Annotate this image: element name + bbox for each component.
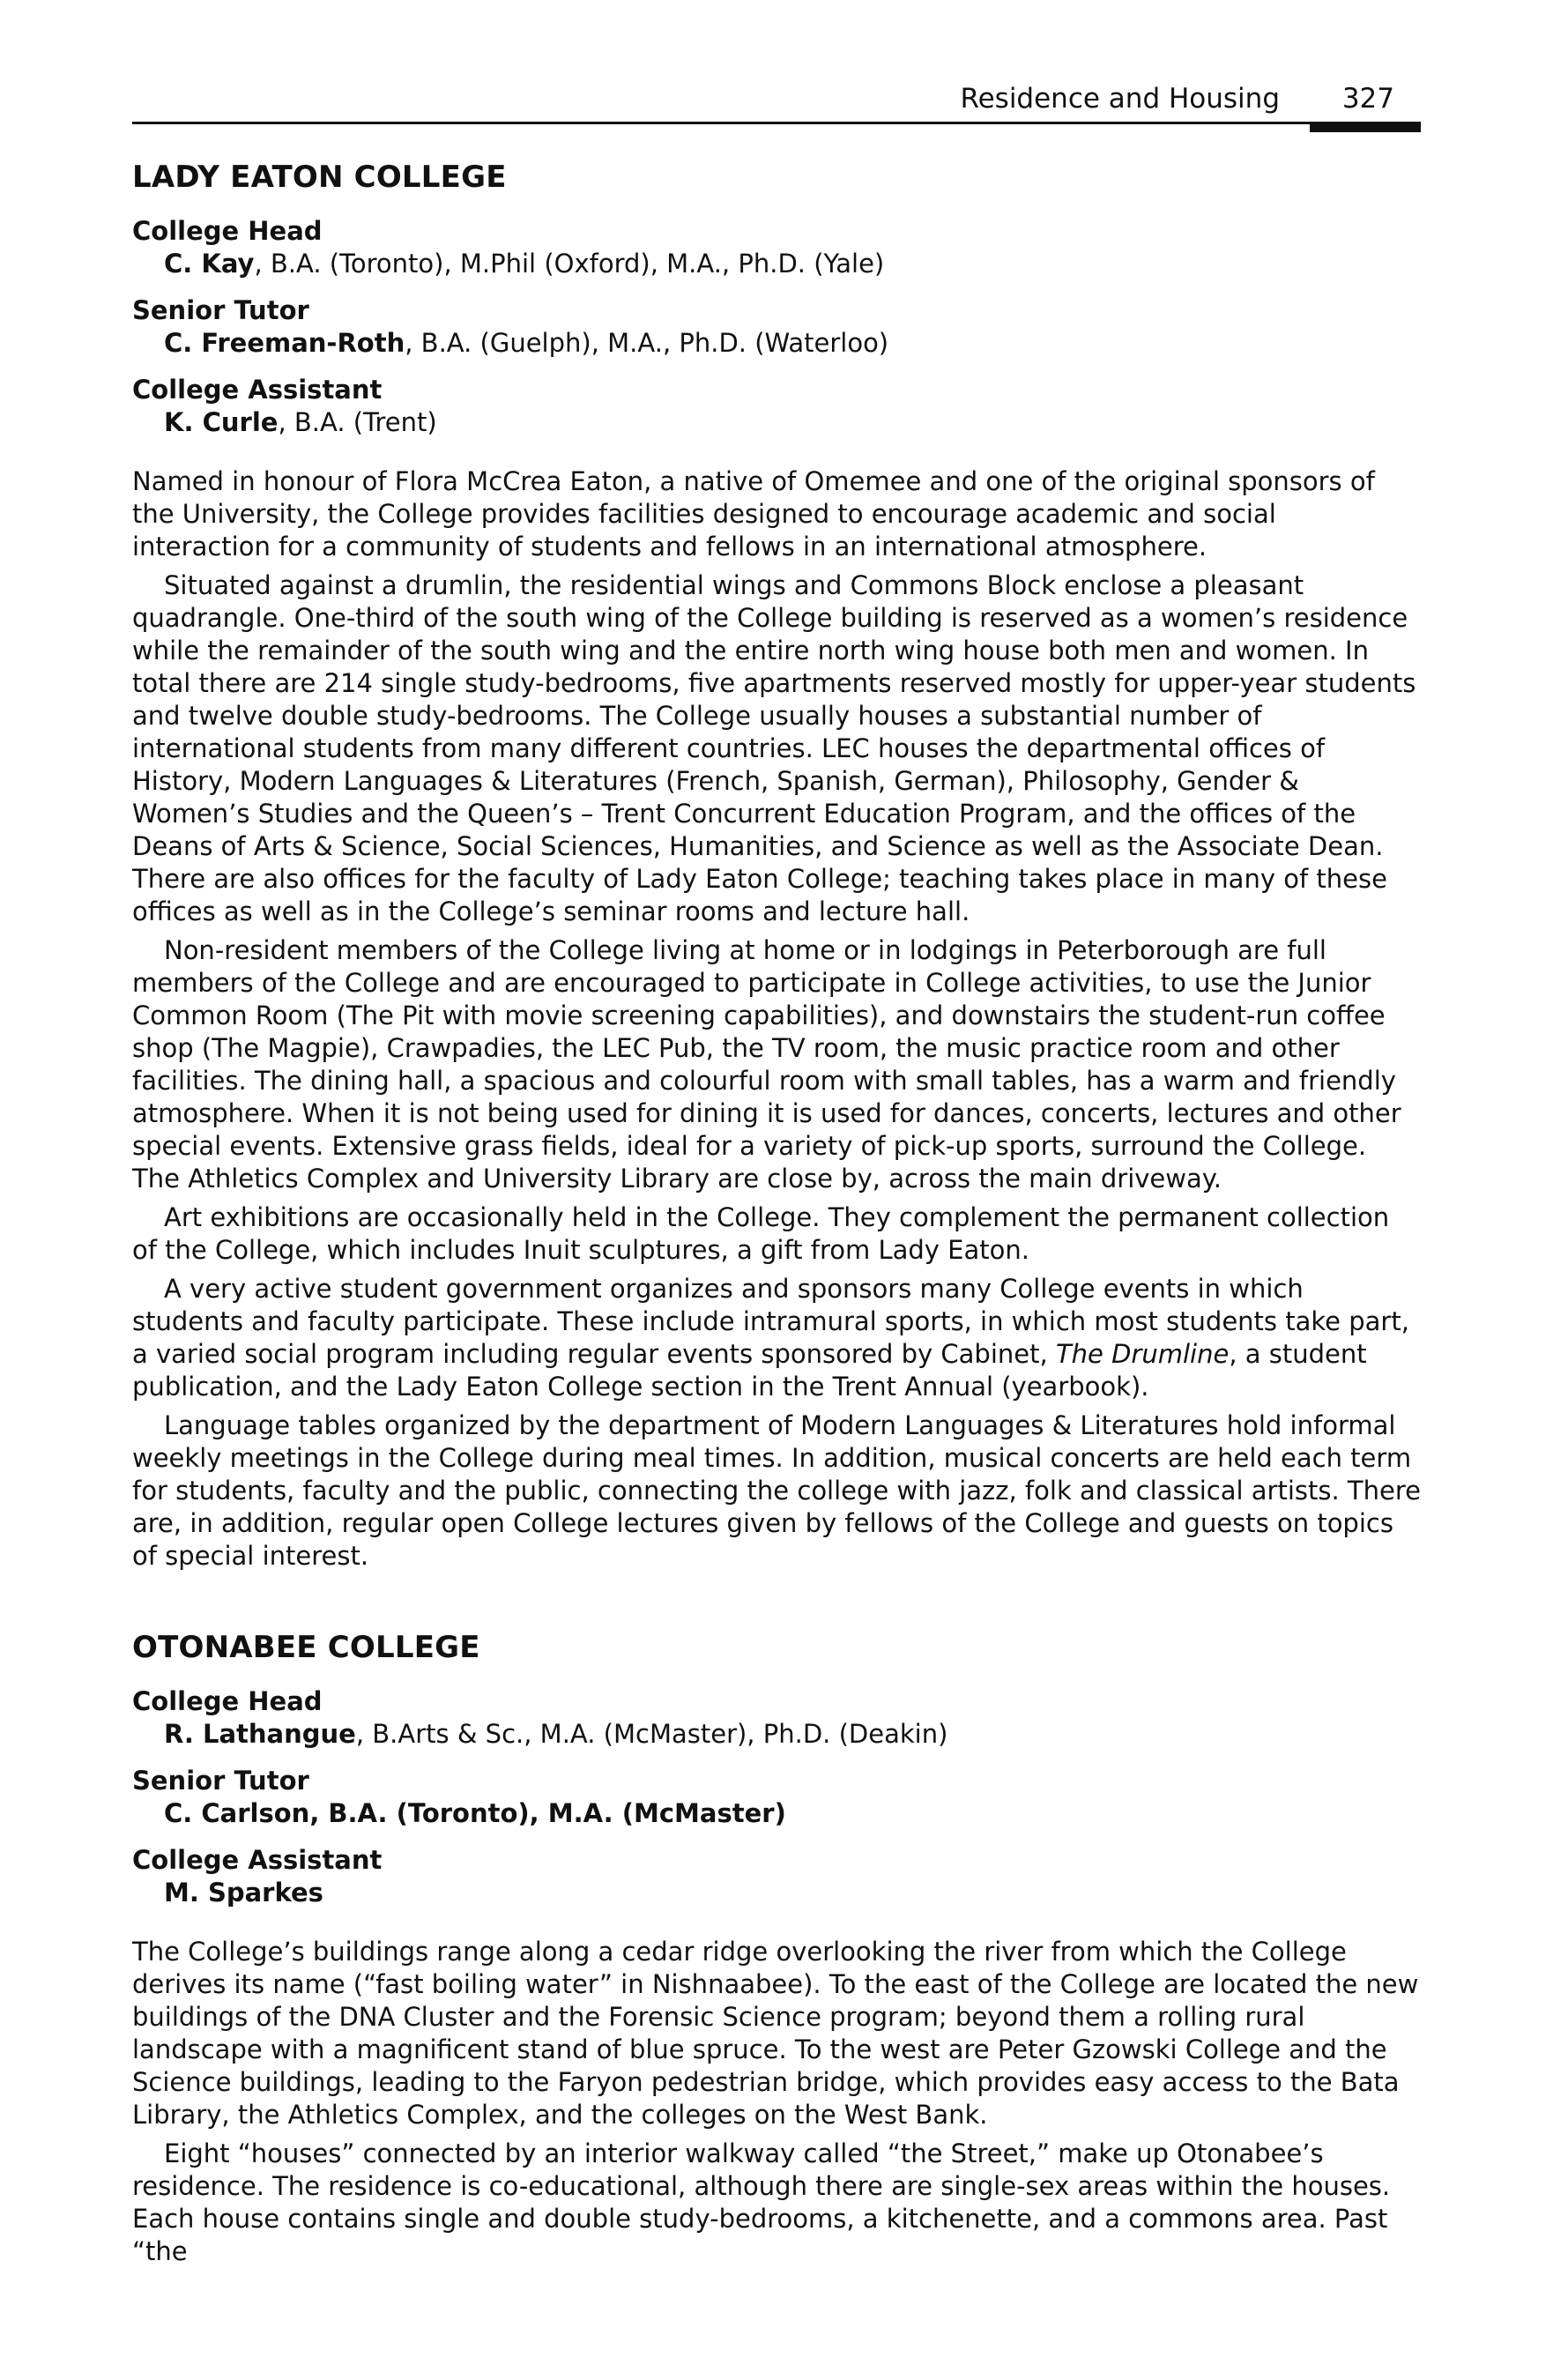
staff-credentials: , B.A. (Trent) [278,407,437,437]
document-page [132,0,1421,2380]
section-body [132,1936,1421,2268]
header-thumb-tab [1310,122,1421,132]
staff-person [132,1718,1421,1751]
staff-list [132,215,1421,439]
staff-entry [132,1685,1421,1751]
page-number: 327 [1341,83,1394,115]
staff-name: C. Freeman-Roth [164,328,405,358]
staff-entry [132,374,1421,439]
body-paragraph: Eight “houses” connected by an interior walkway called “the Street,” make up Otonabee’s residence. The residence is co-educational, although there are single-sex areas within the houses. Each house contains single and double study-bedrooms, a kitchenette, and a commons area. Past “the [132,2138,1391,2266]
staff-credentials: , B.A. (Toronto), M.Phil (Oxford), M.A., Ph.D. (Yale) [254,249,885,279]
header-section-title: Residence and Housing [960,83,1280,115]
staff-role: College Head [132,1686,323,1716]
staff-role: College Assistant [132,375,383,405]
staff-role: Senior Tutor [132,1766,309,1796]
staff-role: College Head [132,216,323,246]
section-heading: OTONABEE COLLEGE [132,1630,480,1665]
otonabee-section [132,1627,1421,2274]
staff-credentials: , B.Arts & Sc., M.A. (McMaster), Ph.D. (Deakin) [355,1719,948,1749]
staff-entry [132,1765,1421,1830]
paragraph-text: A very active student government organizes and sponsors many College events in which students and faculty participate. These include intramural sports, in which most students take part, a varied social program including regular events sponsored by Cabinet, [132,1274,1409,1369]
section-body [132,465,1421,1573]
section-heading: LADY EATON COLLEGE [132,160,507,195]
body-paragraph: Named in honour of Flora McCrea Eaton, a native of Omemee and one of the original sponsors of the University, the College provides facilities designed to encourage academic and social interaction for a community of students and fellows in an international atmosphere. [132,466,1375,562]
lady-eaton-section [132,157,1421,1579]
staff-entry [132,1844,1421,1909]
body-paragraph: Language tables organized by the department of Modern Languages & Literatures hold informal weekly meetings in the College during meal times. In addition, musical concerts are held each term for students, faculty and the public, connecting the college with jazz, folk and classical artists. There are, in addition, regular open College lectures given by fellows of the College and guests on topics of special interest. [132,1410,1421,1571]
staff-role: College Assistant [132,1845,383,1875]
header-rule [132,122,1366,124]
body-paragraph: Situated against a drumlin, the residential wings and Commons Block enclose a pleasant quadrangle. One-third of the south wing of the College building is reserved as a women’s residence while the remainder of the south wing and the entire north wing house both men and women. In total there are 214 single study-bedrooms, five apartments reserved mostly for upper-year students and twelve double study-bedrooms. The College usually houses a substantial number of international students from many different countries. LEC houses the departmental offices of History, Modern Languages & Literatures (French, Spanish, German), Philosophy, Gender & Women’s Studies and the Queen’s – Trent Concurrent Education Program, and the offices of the Deans of Arts & Science, Social Sciences, Humanities, and Science as well as the Associate Dean. There are also offices for the faculty of Lady Eaton College; teaching takes place in many of these offices as well as in the College’s seminar rooms and lecture hall. [132,570,1416,926]
staff-credentials: , B.A. (Guelph), M.A., Ph.D. (Waterloo) [405,328,889,358]
running-header [132,81,1421,134]
staff-name: C. Carlson, B.A. (Toronto), M.A. (McMaster) [164,1798,786,1828]
staff-name: M. Sparkes [164,1878,323,1908]
body-paragraph: The College’s buildings range along a cedar ridge overlooking the river from which the College derives its name (“fast boiling water” in Nishnaabee). To the east of the College are located the new buildings of the DNA Cluster and the Forensic Science program; beyond them a rolling rural landscape with a magnificent stand of blue spruce. To the west are Peter Gzowski College and the Science buildings, leading to the Faryon pedestrian bridge, which provides easy access to the Bata Library, the Athletics Complex, and the colleges on the West Bank. [132,1937,1419,2130]
staff-entry [132,215,1421,280]
staff-name: C. Kay [164,249,255,279]
staff-person [132,248,1421,280]
staff-name: K. Curle [164,407,279,437]
staff-person [132,1797,1421,1830]
body-paragraph: Non-resident members of the College living at home or in lodgings in Peterborough are full members of the College and are encouraged to participate in College activities, to use the Junior Common Room (The Pit with movie screening capabilities), and downstairs the student-run coffee shop (The Magpie), Crawpadies, the LEC Pub, the TV room, the music practice room and other facilities. The dining hall, a spacious and colourful room with small tables, has a warm and friendly atmosphere. When it is not being used for dining it is used for dances, concerts, lectures and other special events. Extensive grass fields, ideal for a variety of pick-up sports, surround the College. The Athletics Complex and University Library are close by, across the main driveway. [132,935,1401,1194]
staff-role: Senior Tutor [132,295,309,325]
staff-entry [132,294,1421,360]
staff-person [132,1877,1421,1909]
staff-name: R. Lathangue [164,1719,356,1749]
staff-list [132,1685,1421,1909]
body-paragraph [132,1273,1421,1403]
body-paragraph: Art exhibitions are occasionally held in the College. They complement the permanent collection of the College, which includes Inuit sculptures, a gift from Lady Eaton. [132,1202,1390,1265]
staff-person [132,327,1421,360]
staff-person [132,406,1421,439]
publication-title: The Drumline [1055,1339,1230,1369]
paragraph-text: , a student publication, and the Lady Eaton College section in the Trent Annual (yearbook). [132,1339,1367,1402]
